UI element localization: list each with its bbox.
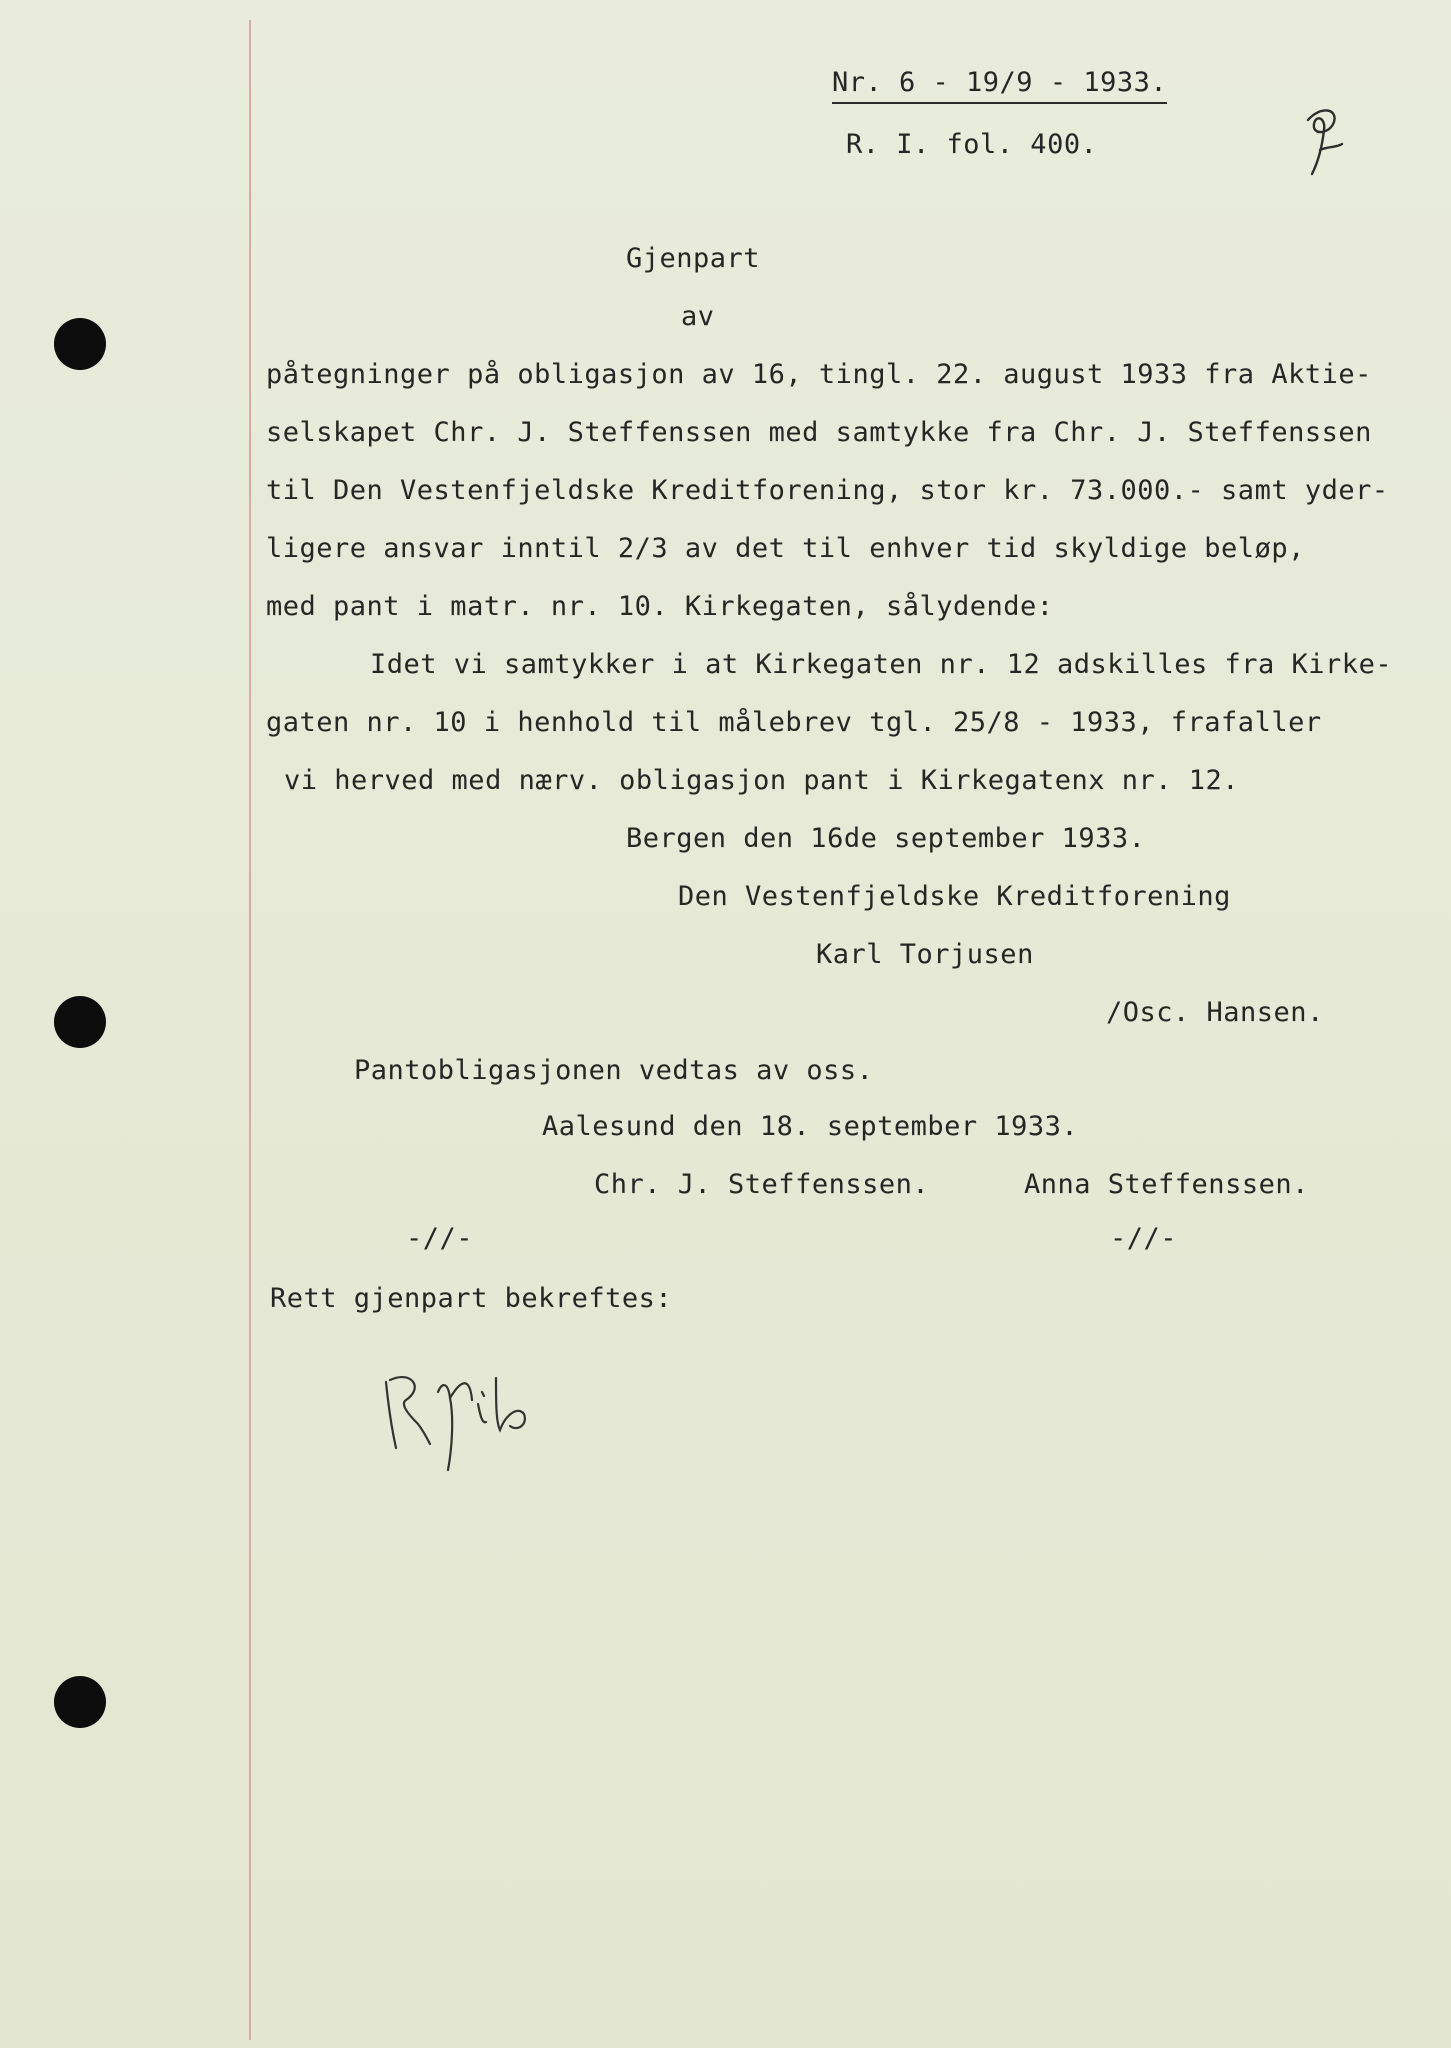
signatory-osc-hansen: /Osc. Hansen.	[1106, 997, 1324, 1028]
punch-hole-top	[54, 318, 106, 370]
punch-hole-middle	[54, 996, 106, 1048]
signer-chr-steffenssen: Chr. J. Steffenssen.	[594, 1169, 930, 1200]
acceptance-statement: Pantobligasjonen vedtas av oss.	[354, 1055, 874, 1086]
organization-name: Den Vestenfjeldske Kreditforening	[678, 881, 1231, 912]
consent-line: Idet vi samtykker i at Kirkegaten nr. 12 adskilles fra Kirke-	[370, 649, 1393, 680]
folio-reference: R. I. fol. 400.	[846, 129, 1098, 160]
body-line: ligere ansvar inntil 2/3 av det til enhver tid skyldige beløp,	[266, 533, 1305, 564]
body-line: påtegninger på obligasjon av 16, tingl. 22. august 1933 fra Aktie-	[266, 359, 1372, 390]
punch-hole-bottom	[54, 1676, 106, 1728]
handwritten-signature	[378, 1352, 588, 1472]
consent-line: gaten nr. 10 i henhold til målebrev tgl. 25/8 - 1933, frafaller	[266, 707, 1322, 738]
consent-line: vi herved med nærv. obligasjon pant i Kirkegatenx nr. 12.	[284, 765, 1240, 796]
reference-number: Nr. 6 - 19/9 - 1933.	[832, 66, 1167, 104]
signature-mark-right: -//-	[1110, 1223, 1178, 1254]
initials-handwriting	[1290, 100, 1350, 190]
place-date-aalesund: Aalesund den 18. september 1933.	[542, 1111, 1079, 1142]
body-line: med pant i matr. nr. 10. Kirkegaten, sålydende:	[266, 591, 1054, 622]
document-title: Gjenpart	[626, 243, 761, 274]
body-line: selskapet Chr. J. Steffenssen med samtykke fra Chr. J. Steffenssen	[266, 417, 1372, 448]
signatory-karl-torjusen: Karl Torjusen	[816, 939, 1034, 970]
document-title-of: av	[681, 301, 715, 332]
signature-mark-left: -//-	[406, 1223, 474, 1254]
margin-rule	[249, 20, 251, 2040]
certification-statement: Rett gjenpart bekreftes:	[270, 1283, 673, 1314]
place-date-bergen: Bergen den 16de september 1933.	[626, 823, 1146, 854]
signer-anna-steffenssen: Anna Steffenssen.	[1024, 1169, 1309, 1200]
body-line: til Den Vestenfjeldske Kreditforening, stor kr. 73.000.- samt yder-	[266, 475, 1389, 506]
